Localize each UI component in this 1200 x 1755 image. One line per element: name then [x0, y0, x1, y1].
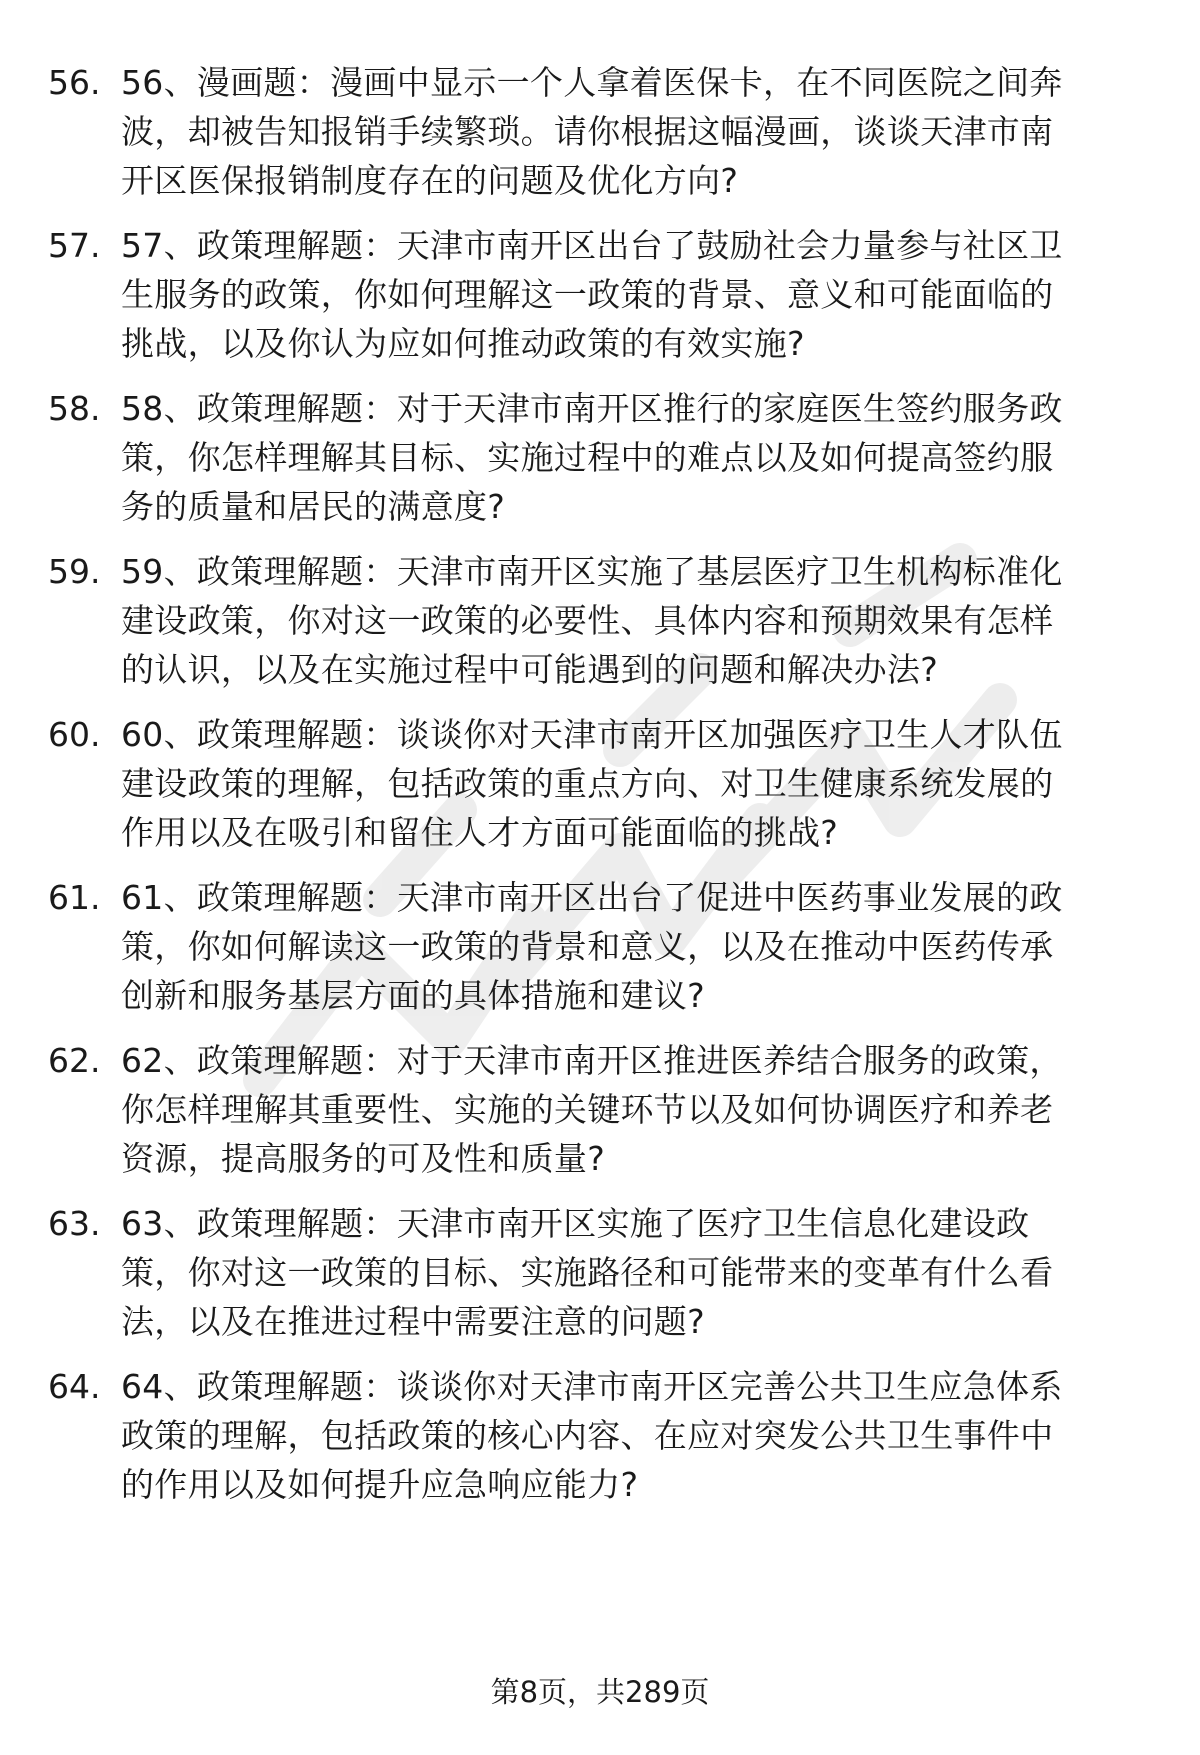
- question-text-line: 的作用以及如何提升应急响应能力?: [121, 1465, 639, 1504]
- question-number: 64.: [48, 1367, 101, 1406]
- question-text: [121, 1362, 1151, 1509]
- question-text: [121, 547, 1151, 694]
- question-item: [0, 221, 1200, 384]
- question-number: 56.: [48, 63, 101, 102]
- question-text-line: 务的质量和居民的满意度?: [121, 487, 506, 526]
- question-text-line: 创新和服务基层方面的具体措施和建议?: [121, 976, 705, 1015]
- question-text-line: 策，你怎样理解其目标、实施过程中的难点以及如何提高签约服: [121, 438, 1054, 477]
- question-text-line: 你怎样理解其重要性、实施的关键环节以及如何协调医疗和养老: [121, 1090, 1054, 1129]
- question-number: 63.: [48, 1204, 101, 1243]
- question-text: [121, 710, 1151, 857]
- question-text-line: 资源，提高服务的可及性和质量?: [121, 1139, 606, 1178]
- question-number: 61.: [48, 878, 101, 917]
- question-text-line: 61、政策理解题：天津市南开区出台了促进中医药事业发展的政: [121, 878, 1063, 917]
- question-text-line: 波，却被告知报销手续繁琐。请你根据这幅漫画，谈谈天津市南: [121, 112, 1054, 151]
- question-item: [0, 1036, 1200, 1199]
- question-number: 62.: [48, 1041, 101, 1080]
- question-item: [0, 1199, 1200, 1362]
- question-text-line: 56、漫画题：漫画中显示一个人拿着医保卡，在不同医院之间奔: [121, 63, 1063, 102]
- question-text: [121, 1199, 1151, 1346]
- question-text-line: 57、政策理解题：天津市南开区出台了鼓励社会力量参与社区卫: [121, 226, 1063, 265]
- question-list: [0, 58, 1200, 1525]
- question-text-line: 60、政策理解题：谈谈你对天津市南开区加强医疗卫生人才队伍: [121, 715, 1063, 754]
- question-item: [0, 873, 1200, 1036]
- question-text-line: 策，你对这一政策的目标、实施路径和可能带来的变革有什么看: [121, 1253, 1054, 1292]
- question-text: [121, 1036, 1151, 1183]
- question-text-line: 作用以及在吸引和留住人才方面可能面临的挑战?: [121, 813, 839, 852]
- question-text-line: 64、政策理解题：谈谈你对天津市南开区完善公共卫生应急体系: [121, 1367, 1063, 1406]
- question-text-line: 策，你如何解读这一政策的背景和意义，以及在推动中医药传承: [121, 927, 1054, 966]
- question-number: 58.: [48, 389, 101, 428]
- question-item: [0, 1362, 1200, 1525]
- question-number: 59.: [48, 552, 101, 591]
- question-number: 60.: [48, 715, 101, 754]
- question-item: [0, 58, 1200, 221]
- question-text-line: 挑战，以及你认为应如何推动政策的有效实施?: [121, 324, 805, 363]
- question-text-line: 法，以及在推进过程中需要注意的问题?: [121, 1302, 705, 1341]
- question-text: [121, 221, 1151, 368]
- question-text-line: 58、政策理解题：对于天津市南开区推行的家庭医生签约服务政: [121, 389, 1063, 428]
- question-text-line: 59、政策理解题：天津市南开区实施了基层医疗卫生机构标准化: [121, 552, 1063, 591]
- question-text-line: 政策的理解，包括政策的核心内容、在应对突发公共卫生事件中: [121, 1416, 1054, 1455]
- question-text-line: 开区医保报销制度存在的问题及优化方向?: [121, 161, 739, 200]
- question-text-line: 的认识，以及在实施过程中可能遇到的问题和解决办法?: [121, 650, 939, 689]
- question-item: [0, 710, 1200, 873]
- question-text-line: 建设政策，你对这一政策的必要性、具体内容和预期效果有怎样: [121, 601, 1054, 640]
- question-text: [121, 58, 1151, 205]
- question-item: [0, 384, 1200, 547]
- question-item: [0, 547, 1200, 710]
- question-number: 57.: [48, 226, 101, 265]
- question-text-line: 62、政策理解题：对于天津市南开区推进医养结合服务的政策，: [121, 1041, 1063, 1080]
- question-text: [121, 384, 1151, 531]
- page-number: 第8页，共289页: [490, 1675, 710, 1709]
- question-text: [121, 873, 1151, 1020]
- question-text-line: 生服务的政策，你如何理解这一政策的背景、意义和可能面临的: [121, 275, 1054, 314]
- question-text-line: 63、政策理解题：天津市南开区实施了医疗卫生信息化建设政: [121, 1204, 1030, 1243]
- question-text-line: 建设政策的理解，包括政策的重点方向、对卫生健康系统发展的: [121, 764, 1054, 803]
